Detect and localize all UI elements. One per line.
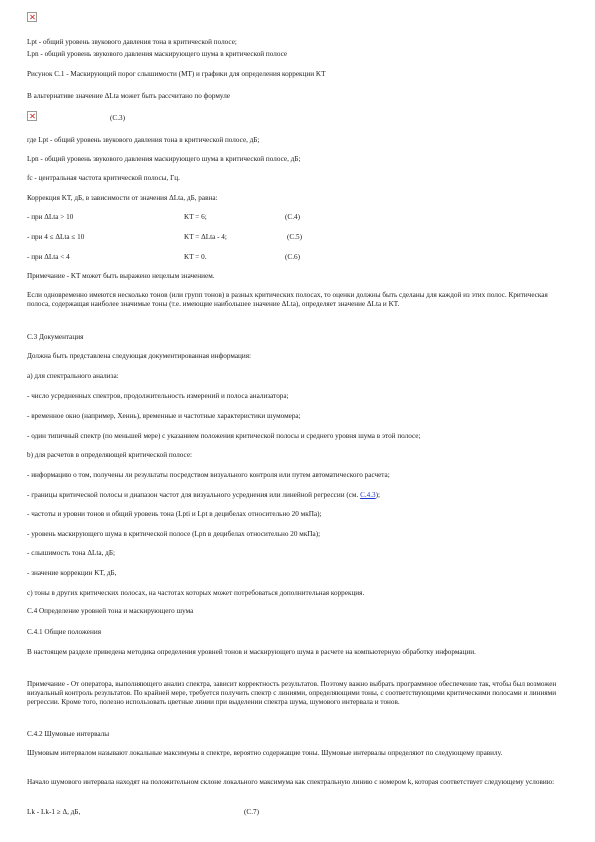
equation-number: (С.7) — [244, 808, 259, 816]
list-item: - временное окно (например, Хеннь), временные и частотные характеристики шумомера; — [27, 412, 301, 420]
text-line: fc - центральная частота критической полосы, Гц. — [27, 174, 180, 182]
section-heading: С.4 Определение уровней тона и маскирующего шума — [27, 607, 194, 615]
equation-number: (С.5) — [287, 233, 302, 241]
note-text: Примечание - От оператора, выполняющего анализ спектра, зависит корректность результатов. Поэтому важно выбрать программное обеспечение так, чтобы был возможен визуальный контроль результатов. По крайней мере, требуется получить спектр с линиями, определяющими тоны, с соответствующими критическими полосами и линиями регрессии. Кроме того, полезно использовать цветные линии при выделении спектра шума, шумового интервала и тонов. — [27, 680, 557, 706]
condition-text: - при 4 ≤ ΔLta ≤ 10 — [27, 233, 85, 241]
paragraph: В настоящем разделе приведена методика определения уровней тонов и маскирующего шума в расчете на компьютерную обработку информации. — [27, 648, 476, 656]
paragraph: Шумовым интервалом называют локальные максимумы в спектре, вероятно содержащие тоны. Шумовые интервалы определяют по следующему правилу. — [27, 749, 503, 757]
formula-text: KT = 0. — [184, 253, 207, 261]
list-item — [27, 491, 380, 500]
text-line: Коррекция KT, дБ, в зависимости от значения ΔLta, дБ, равна: — [27, 194, 218, 202]
list-item: - информацию о том, получены ли результаты посредством визуального контроля или путем автоматического расчета; — [27, 471, 390, 479]
list-heading: а) для спектрального анализа: — [27, 372, 119, 380]
list-item: - значение коррекции KT, дБ, — [27, 569, 117, 577]
text-line: Lpn - общий уровень звукового давления маскирующего шума в критической полосе, дБ; — [27, 155, 301, 163]
text-line: В альтернативе значение ΔLta может быть рассчитано по формуле — [27, 92, 230, 100]
list-item-text: - границы критической полосы и диапазон частот для визуального усреднения или линейной регрессии (см. — [27, 491, 361, 499]
list-item: - слышимость тона ΔLta, дБ; — [27, 549, 115, 557]
section-link[interactable]: С.4.3 — [360, 491, 376, 499]
list-item: - уровень маскирующего шума в критической полосе (Lpn в децибелах относительно 20 мкПа); — [27, 530, 321, 538]
note-text: Примечание - KT может быть выражено нецелым значением. — [27, 272, 215, 280]
text-line: Lpn - общий уровень звукового давления маскирующего шума в критической полосе — [27, 50, 288, 58]
section-heading: С.4.1 Общие положения — [27, 628, 101, 636]
condition-text: - при ΔLta > 10 — [27, 213, 74, 221]
list-item: - один типичный спектр (по меньшей мере) с указанием положения критической полосы и среднего уровня шума в этой полосе; — [27, 432, 421, 440]
text-line: Должна быть представлена следующая документированная информация: — [27, 352, 252, 360]
equation-number: (С.4) — [285, 213, 300, 221]
formula-text: KT = 6; — [184, 213, 207, 221]
section-heading: С.4.2 Шумовые интервалы — [27, 730, 110, 738]
figure-caption: Рисунок С.1 - Маскирующий порог слышимости (МТ) и графики для определения коррекции KT — [27, 70, 326, 78]
list-item: с) тоны в других критических полосах, на частотах которых может потребоваться дополнительная коррекция. — [27, 589, 365, 597]
text-line: где Lpt - общий уровень звукового давления тона в критической полосе, дБ; — [27, 136, 260, 144]
list-heading: b) для расчетов в определяющей критической полосе: — [27, 451, 193, 459]
list-item: - частоты и уровни тонов и общий уровень тона (Lpti и Lpt в децибелах относительно 20 мкПа); — [27, 510, 322, 518]
paragraph: Если одновременно имеются несколько тонов (или групп тонов) в разных критических полосах, то оценки должны быть сделаны для каждой из этих полос. Критическая полоса, содержащая наиболее значимые тоны (т.е. имеющие наибольшее значение ΔLta), определяет значение ΔLta и KT. — [27, 291, 548, 308]
section-heading: С.3 Документация — [27, 333, 84, 341]
broken-image-icon — [27, 111, 37, 121]
paragraph: Начало шумового интервала находят на положительном склоне локального максимума как спектральную линию с номером k, которая соответствует следующему условию: — [27, 778, 555, 786]
formula-text: KT = ΔLta - 4; — [184, 233, 227, 241]
equation-number: (С.3) — [110, 114, 125, 122]
formula-text: Lk - Lk-1 ≥ Δ, дБ, — [27, 808, 81, 816]
list-item-text: ); — [375, 491, 381, 499]
equation-number: (С.6) — [285, 253, 300, 261]
broken-image-icon — [27, 12, 37, 22]
text-line: Lpt - общий уровень звукового давления тона в критической полосе; — [27, 38, 237, 46]
list-item: - число усредненных спектров, продолжительность измерений и полоса анализатора; — [27, 392, 289, 400]
condition-text: - при ΔLta < 4 — [27, 253, 70, 261]
